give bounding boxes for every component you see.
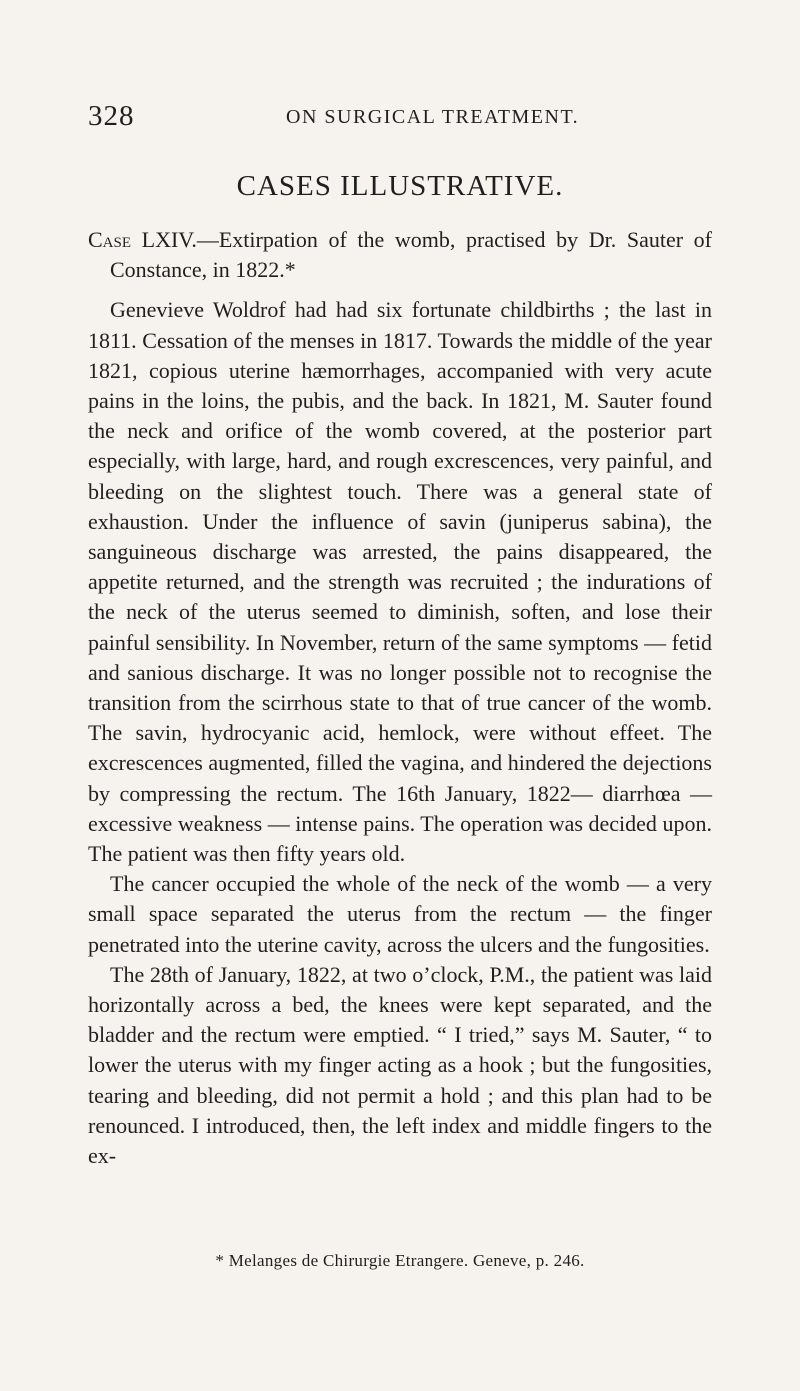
- body-text: [88, 225, 712, 1171]
- case-label: Case: [88, 227, 132, 252]
- running-head-title: ON SURGICAL TREATMENT.: [286, 106, 580, 128]
- paragraph: The cancer occupied the whole of the neck of the womb — a very small space separated the uterus from the rectum — the finger penetrated into the uterine cavity, across the ulcers and the fungosities.: [88, 871, 712, 957]
- section-heading: CASES ILLUSTRATIVE.: [236, 170, 564, 202]
- page-number: 328: [88, 100, 135, 132]
- case-heading: [88, 225, 712, 285]
- running-head: [88, 100, 712, 140]
- case-title: LXIV.—Extirpation of the womb, practised by Dr. Sauter of Constance, in 1822.*: [110, 227, 712, 283]
- paragraph: The 28th of January, 1822, at two o’clock, P.M., the patient was laid horizontally across a bed, the knees were kept separated, and the bladder and the rectum were emptied. “ I tried,” says M. Sauter, “ to lower the uterus with my finger acting as a hook ; but the fungosities, tearing and bleeding, did not permit a hold ; and this plan had to be renounced. I introduced, then, the left index and middle fingers to the ex-: [88, 961, 712, 1169]
- paragraph: Genevieve Woldrof had had six fortunate childbirths ; the last in 1811. Cessation of the menses in 1817. Towards the middle of the year 1821, copious uterine hæmorrhages, accompanied with very acute pains in the loins, the pubis, and the back. In 1821, M. Sauter found the neck and orifice of the womb covered, at the posterior part especially, with large, hard, and rough excrescences, very painful, and bleeding on the slightest touch. There was a general state of exhaustion. Under the influence of savin (juniperus sabina), the sanguineous discharge was arrested, the pains disappeared, the appetite returned, and the strength was recruited ; the indurations of the neck of the uterus seemed to diminish, soften, and lose their painful sensibility. In November, return of the same symptoms — fetid and sanious discharge. It was no longer possible not to recognise the transition from the scirrhous state to that of true cancer of the womb. The savin, hydrocyanic acid, hemlock, were without effeet. The excrescences augmented, filled the vagina, and hindered the dejections by compressing the rectum. The 16th January, 1822— diarrhœa — excessive weakness — intense pains. The operation was decided upon. The patient was then fifty years old.: [88, 297, 712, 867]
- footnote: * Melanges de Chirurgie Etrangere. Geneve, p. 246.: [215, 1251, 585, 1270]
